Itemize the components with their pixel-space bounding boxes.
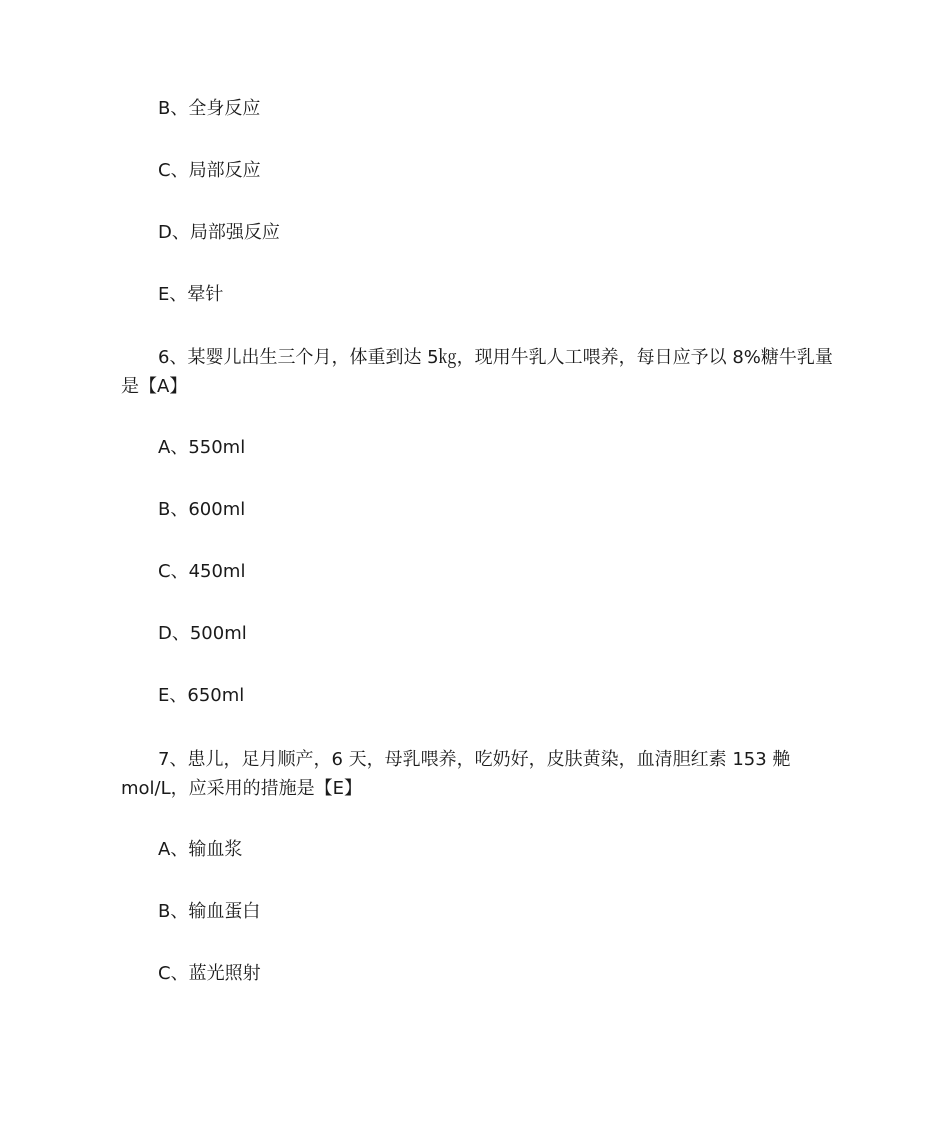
question-7-line-2: mol/L，应采用的措施是【E】 — [121, 778, 363, 799]
option-a-plasma-transfusion: A、输血浆 — [158, 839, 243, 860]
option-c-local-reaction: C、局部反应 — [158, 160, 261, 181]
question-7-line-1: 7、患儿，足月顺产，6 天，母乳喂养，吃奶好，皮肤黄染，血清胆红素 153 艴 — [158, 749, 791, 770]
option-c-450ml: C、450ml — [158, 561, 246, 582]
option-b-albumin-transfusion: B、输血蛋白 — [158, 901, 261, 922]
option-c-blue-light-therapy: C、蓝光照射 — [158, 963, 261, 984]
option-b-600ml: B、600ml — [158, 499, 246, 520]
option-e-650ml: E、650ml — [158, 685, 245, 706]
option-a-550ml: A、550ml — [158, 437, 246, 458]
option-e-fainting: E、晕针 — [158, 284, 224, 305]
option-b-systemic-reaction: B、全身反应 — [158, 98, 261, 119]
question-6-line-1: 6、某婴儿出生三个月，体重到达 5㎏，现用牛乳人工喂养，每日应予以 8%糖牛乳量 — [158, 347, 833, 368]
option-d-strong-local-reaction: D、局部强反应 — [158, 222, 280, 243]
option-d-500ml: D、500ml — [158, 623, 247, 644]
question-6-line-2: 是【A】 — [121, 376, 188, 397]
